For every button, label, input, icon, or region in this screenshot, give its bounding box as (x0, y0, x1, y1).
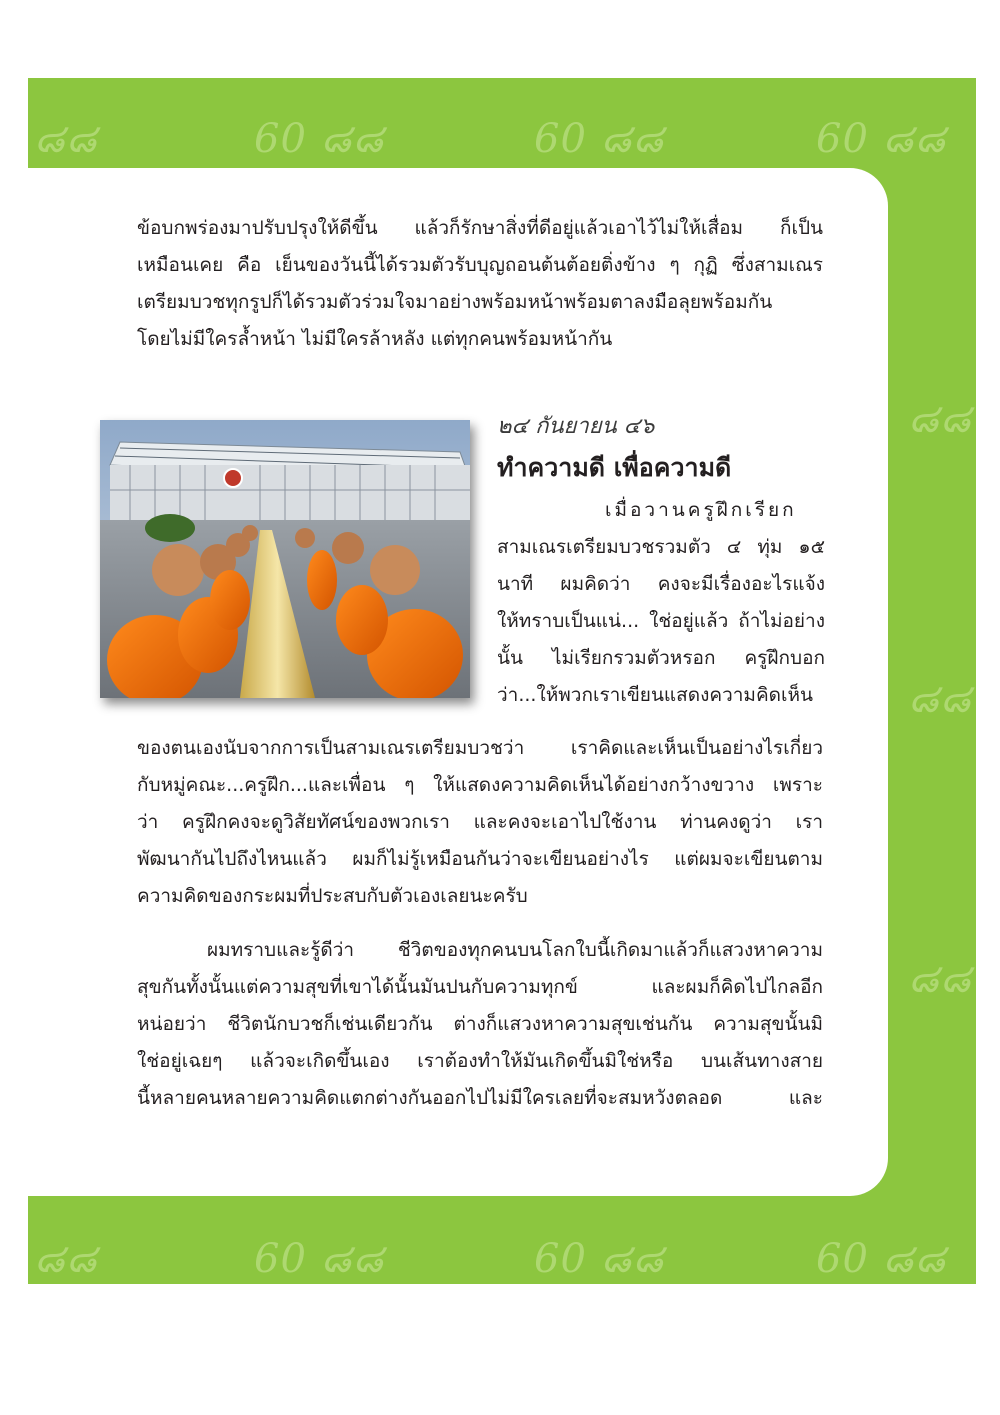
text-line: นี้หลายคนหลายความคิดแตกต่างกันออกไปไม่มีใครเลยที่จะสมหวังตลอด และ (137, 1087, 823, 1109)
text-line: กับหมู่คณะ...ครูฝึก...และเพื่อน ๆ ให้แสดงความคิดเห็นได้อย่างกว้างขวาง เพราะ (137, 774, 823, 796)
text-line: ความคิดของกระผมที่ประสบกับตัวเองเลยนะครับ (137, 885, 528, 907)
watermark-mark: 60 ๘๘ (254, 1236, 385, 1282)
text-line: ของตนเองนับจากการเป็นสามเณรเตรียมบวชว่า เราคิดและเห็นเป็นอย่างไรเกี่ยว (137, 737, 823, 759)
text-line: โดยไม่มีใครล้ำหน้า ไม่มีใครล้าหลัง แต่ทุกคนพร้อมหน้ากัน (137, 328, 613, 350)
paragraph-reflection (137, 730, 823, 915)
watermark-mark: 60 ๘๘ (816, 116, 947, 162)
watermark-mark: ๘๘ (34, 1236, 98, 1282)
text-line: เหมือนเคย คือ เย็นของวันนี้ได้รวมตัวรับบุญถอนต้นต้อยติ่งข้าง ๆ กุฏิ ซึ่งสามเณร (137, 254, 823, 276)
text-line: ว่า ครูฝึกคงจะดูวิสัยทัศน์ของพวกเรา และคงจะเอาไปใช้งาน ท่านคงดูว่า เรา (137, 811, 823, 833)
watermark-mark: ๘๘ (908, 676, 972, 722)
entry-title: ทำความดี เพื่อความดี (497, 453, 732, 482)
text-line: สุขกันทั้งนั้นแต่ความสุขที่เขาได้นั้นมันปนกับความทุกข์ และผมก็คิดไปไกลอีก (137, 976, 823, 998)
watermark-mark: 60 ๘๘ (254, 116, 385, 162)
text-line: เตรียมบวชทุกรูปก็ได้รวมตัวร่วมใจมาอย่างพร้อมหน้าพร้อมตาลงมือลุยพร้อมกัน (137, 291, 773, 313)
entry-side-text (497, 492, 825, 714)
text-line: เมื่อวานครูฝึกเรียก (605, 499, 797, 521)
text-line: พัฒนากันไปถึงไหนแล้ว ผมก็ไม่รู้เหมือนกันว่าจะเขียนอย่างไร แต่ผมจะเขียนตาม (137, 848, 823, 870)
paragraph-intro (137, 210, 823, 358)
text-line: หน่อยว่า ชีวิตนักบวชก็เช่นเดียวกัน ต่างก็แสวงหาความสุขเช่นกัน ความสุขนั้นมิ (137, 1013, 823, 1035)
text-line: ข้อบกพร่องมาปรับปรุงให้ดีขึ้น แล้วก็รักษาสิ่งที่ดีอยู่แล้วเอาไว้ไม่ให้เสื่อม ก็เป็น (137, 217, 823, 239)
text-line: นั้น ไม่เรียกรวมตัวหรอก ครูฝึกบอก (497, 647, 825, 669)
text-line: นาที ผมคิดว่า คงจะมีเรื่องอะไรแจ้ง (497, 573, 825, 595)
text-line: สามเณรเตรียมบวชรวมตัว ๔ ทุ่ม ๑๕ (497, 536, 825, 558)
text-line: ผมทราบและรู้ดีว่า ชีวิตของทุกคนบนโลกใบนี้เกิดมาแล้วก็แสวงหาความ (207, 939, 823, 961)
watermark-mark: ๘๘ (908, 956, 972, 1002)
watermark-mark: ๘๘ (908, 396, 972, 442)
watermark-mark: ๘๘ (34, 116, 98, 162)
text-line: ใช่อยู่เฉยๆ แล้วจะเกิดขึ้นเอง เราต้องทำให้มันเกิดขึ้นมิใช่หรือ บนเส้นทางสาย (137, 1050, 823, 1072)
novice-monks-photo (100, 420, 470, 698)
text-line: ให้ทราบเป็นแน่... ใช่อยู่แล้ว ถ้าไม่อย่าง (497, 610, 825, 632)
watermark-mark: 60 ๘๘ (534, 1236, 665, 1282)
entry-date: ๒๔ กันยายน ๔๖ (497, 414, 655, 439)
text-line: ว่า...ให้พวกเราเขียนแสดงความคิดเห็น (497, 684, 814, 706)
paragraph-happiness (137, 932, 823, 1117)
watermark-mark: 60 ๘๘ (534, 116, 665, 162)
watermark-mark: 60 ๘๘ (816, 1236, 947, 1282)
